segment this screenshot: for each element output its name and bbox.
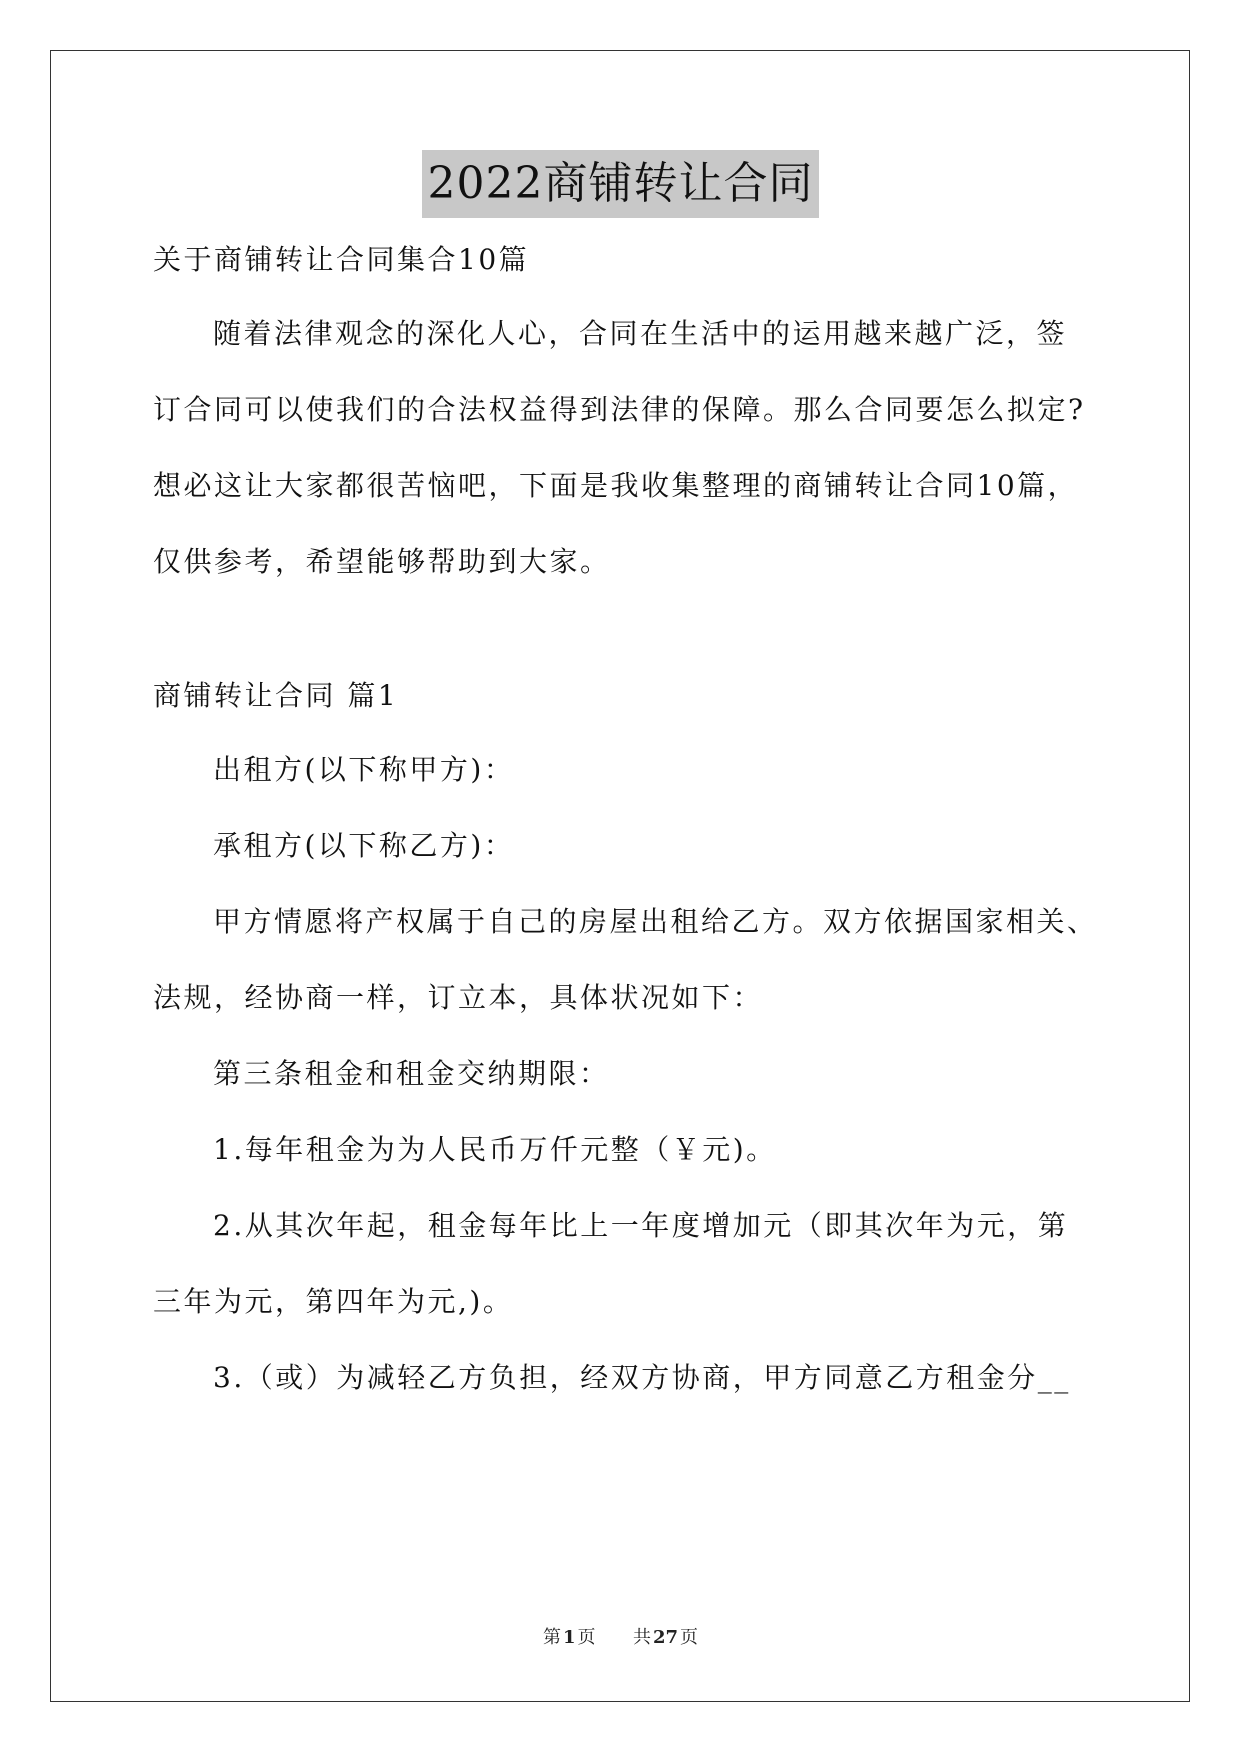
- footer-total-prefix: 共: [632, 1627, 651, 1648]
- document-title: 2022商铺转让合同: [422, 150, 820, 218]
- body-line-item-3: 3.（或）为减轻乙方负担，经双方协商，甲方同意乙方租金分__: [213, 1361, 1071, 1394]
- body-line-lessor: 出租方(以下称甲方)：: [213, 753, 515, 786]
- footer-page-number: 1: [562, 1627, 576, 1648]
- page-footer: [0, 1626, 1241, 1650]
- footer-page-prefix: 第: [542, 1627, 561, 1648]
- body-line-item-1: 1.每年租金为为人民币万仟元整（￥元)。: [213, 1133, 777, 1166]
- page-border: [50, 50, 1190, 1702]
- footer-page-suffix: 页: [577, 1627, 596, 1648]
- footer-total-suffix: 页: [680, 1627, 699, 1648]
- body-line-article-3: 第三条租金和租金交纳期限：: [213, 1057, 610, 1090]
- body-line-agreement-2: 法规，经协商一样，订立本，具体状况如下：: [153, 981, 764, 1014]
- body-line-agreement-1: 甲方情愿将产权属于自己的房屋出租给乙方。双方依据国家相关、: [213, 905, 1098, 938]
- intro-line-1: 随着法律观念的深化人心，合同在生活中的运用越来越广泛，签: [213, 317, 1068, 350]
- intro-line-4: 仅供参考，希望能够帮助到大家。: [153, 545, 611, 578]
- body-line-lessee: 承租方(以下称乙方)：: [213, 829, 515, 862]
- body-line-item-2a: 2.从其次年起，租金每年比上一年度增加元（即其次年为元，第: [213, 1209, 1069, 1242]
- footer-total-pages: 27: [652, 1627, 679, 1648]
- body-line-item-2b: 三年为元，第四年为元,)。: [153, 1285, 514, 1318]
- section-heading: 商铺转让合同 篇1: [153, 679, 399, 712]
- intro-line-3: 想必这让大家都很苦恼吧，下面是我收集整理的商铺转让合同10篇，: [153, 469, 1079, 502]
- document-subtitle: 关于商铺转让合同集合10篇: [153, 243, 530, 276]
- intro-line-2: 订合同可以使我们的合法权益得到法律的保障。那么合同要怎么拟定?: [153, 393, 1086, 426]
- title-container: [0, 150, 1241, 218]
